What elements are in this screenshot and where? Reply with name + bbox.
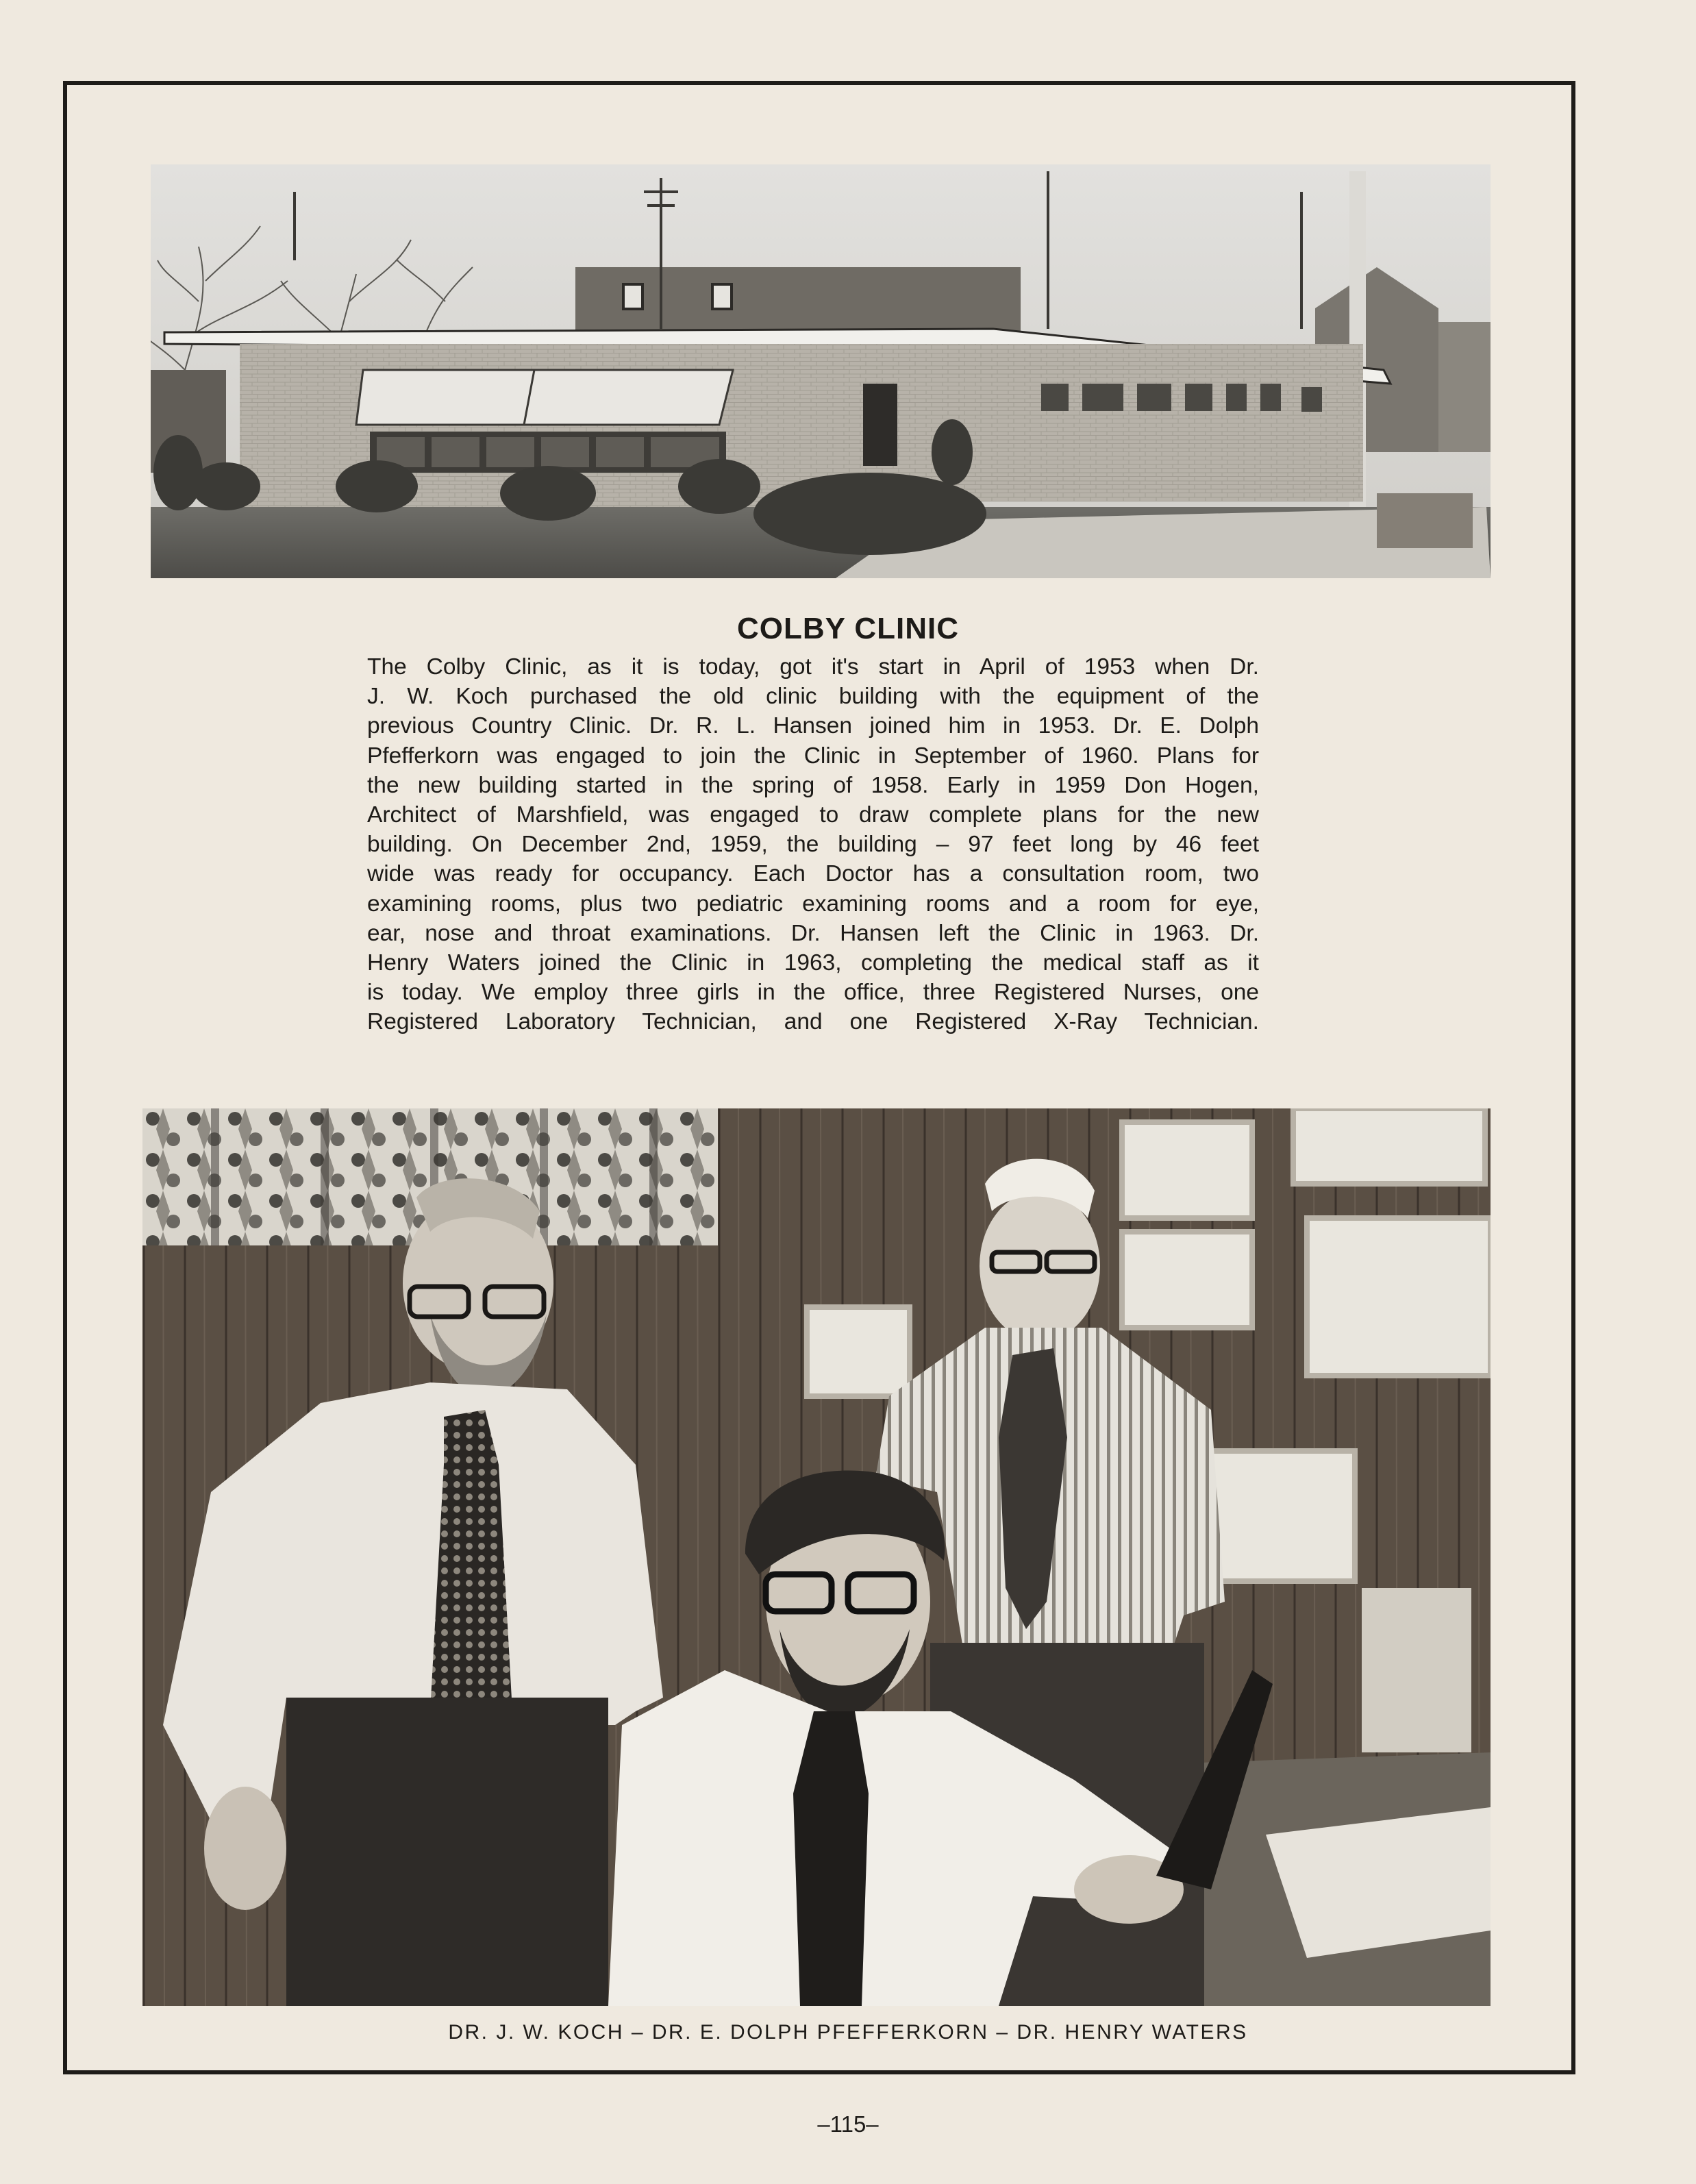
body-line: The Colby Clinic, as it is today, got it's start in April of 1953 when Dr. [367,654,1259,680]
page-number: –115– [817,2111,879,2137]
body-line: Henry Waters joined the Clinic in 1963, completing the medical staff as it [367,950,1259,976]
body-line: Registered Laboratory Technician, and one Registered X-Ray Technician. [367,1009,1259,1035]
body-line: Pfefferkorn was engaged to join the Clinic in September of 1960. Plans for [367,743,1259,769]
body-line: previous Country Clinic. Dr. R. L. Hansen joined him in 1953. Dr. E. Dolph [367,713,1259,739]
body-line: is today. We employ three girls in the office, three Registered Nurses, one [367,980,1259,1006]
photo-caption: DR. J. W. KOCH – DR. E. DOLPH PFEFFERKORN – DR. HENRY WATERS [448,2021,1248,2044]
doctors-photo [142,1108,1491,2006]
article-heading: COLBY CLINIC [736,612,960,645]
body-line: ear, nose and throat examinations. Dr. Hansen left the Clinic in 1963. Dr. [367,920,1259,946]
article-body [367,652,1259,1037]
body-line: wide was ready for occupancy. Each Doctor has a consultation room, two [367,861,1259,887]
body-line: J. W. Koch purchased the old clinic building with the equipment of the [367,684,1259,710]
body-line: the new building started in the spring of 1958. Early in 1959 Don Hogen, [367,772,1259,798]
body-line: Architect of Marshfield, was engaged to draw complete plans for the new [367,802,1259,828]
clinic-building-photo [151,164,1491,578]
body-line: examining rooms, plus two pediatric examining rooms and a room for eye, [367,891,1259,917]
body-line: building. On December 2nd, 1959, the building – 97 feet long by 46 feet [367,832,1259,858]
